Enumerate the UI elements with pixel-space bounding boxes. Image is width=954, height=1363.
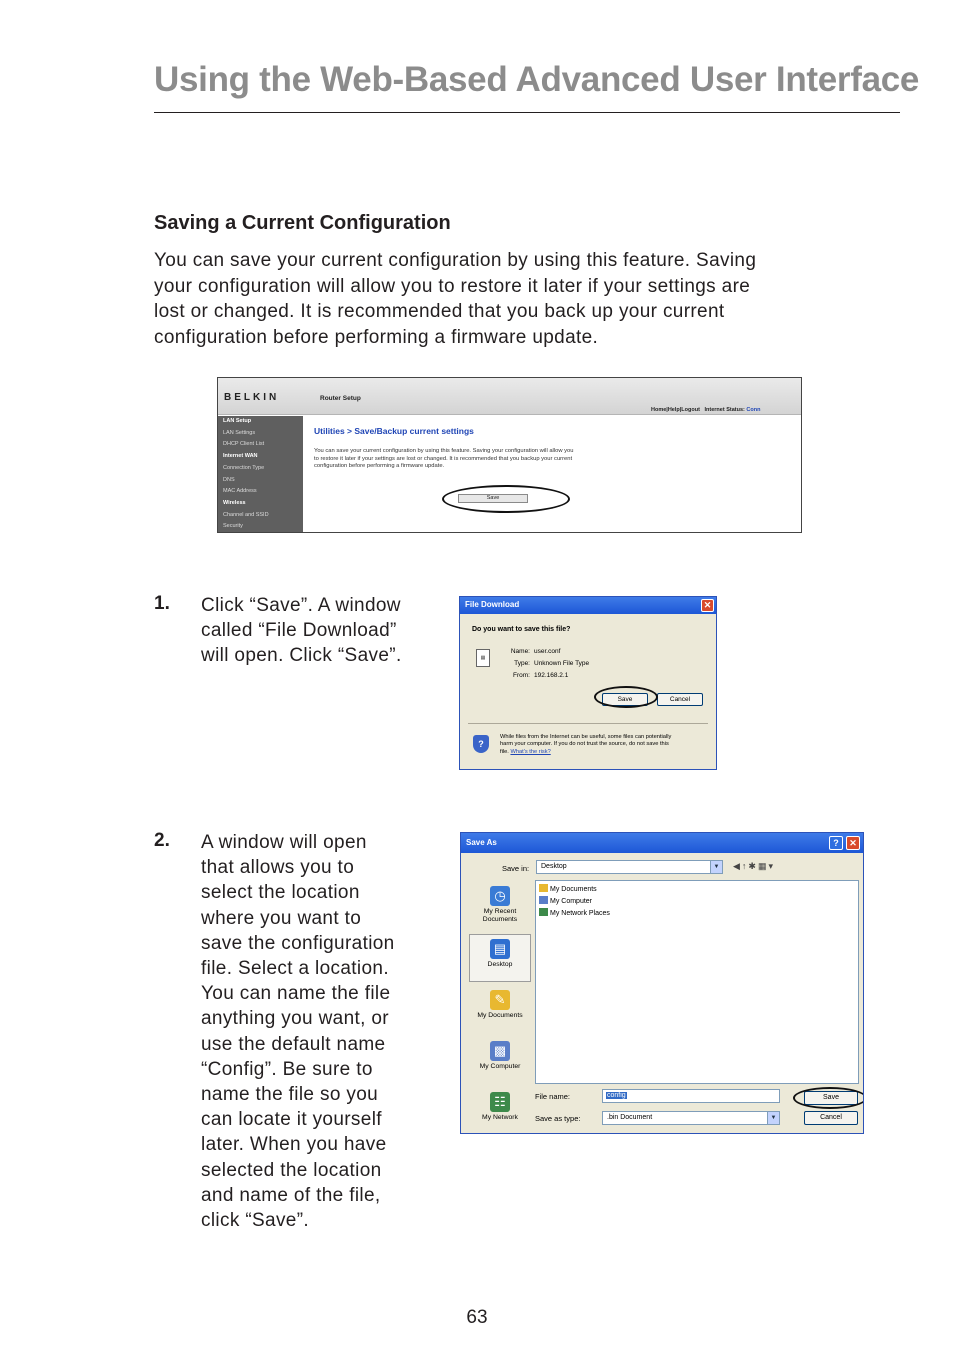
dialog-title: Save As xyxy=(466,838,497,847)
file-type-label: Type: xyxy=(514,660,530,667)
step-2-text xyxy=(201,830,395,1233)
step-line: file. Select a location. xyxy=(201,958,389,980)
places-bar xyxy=(469,880,531,1125)
sidebar-item-connection-type[interactable]: Connection Type xyxy=(223,464,265,471)
save-as-type-select[interactable] xyxy=(602,1111,780,1125)
router-nav-links xyxy=(651,407,760,413)
file-type-value: Unknown File Type xyxy=(534,660,590,667)
step-line: You can name the file xyxy=(201,983,391,1005)
sidebar-item-mac-address[interactable]: MAC Address xyxy=(223,488,257,495)
warning-line-last xyxy=(500,749,710,756)
list-item-label: My Documents xyxy=(550,886,597,893)
file-from-row xyxy=(508,672,568,679)
step-number: 2. xyxy=(154,830,170,851)
place-desktop[interactable] xyxy=(469,934,531,982)
network-icon: ☷ xyxy=(490,1092,510,1112)
desktop-icon: ▤ xyxy=(490,939,510,959)
router-screenshot xyxy=(217,377,802,533)
router-header-bar xyxy=(218,378,801,415)
sidebar-item-channel-ssid[interactable]: Channel and SSID xyxy=(223,511,269,518)
computer-icon xyxy=(539,896,548,904)
step-line: later. When you have xyxy=(201,1134,387,1156)
save-in-value: Desktop xyxy=(541,863,567,870)
chevron-down-icon[interactable]: ▼ xyxy=(710,861,722,873)
intro-line: your configuration will allow you to restore it later if your settings are xyxy=(154,275,751,297)
intro-line: You can save your current configuration by using this feature. Saving xyxy=(154,250,757,271)
list-item[interactable] xyxy=(539,896,592,905)
step-line: name the file so you xyxy=(201,1084,379,1106)
computer-icon: ▩ xyxy=(490,1041,510,1061)
step-line: click “Save”. xyxy=(201,1210,310,1232)
clock-icon: ◷ xyxy=(490,886,510,906)
intro-line: configuration before performing a firmware update. xyxy=(154,326,599,348)
warning-line: file. xyxy=(500,748,509,755)
file-from-value: 192.168.2.1 xyxy=(534,672,569,679)
sidebar-item-lan-settings[interactable]: LAN Settings xyxy=(223,429,256,436)
router-description-line: configuration before performing a firmware update. xyxy=(314,463,445,469)
file-download-dialog xyxy=(459,596,717,770)
save-as-type-value: .bin Document xyxy=(607,1114,653,1121)
place-label: Desktop xyxy=(487,961,513,968)
step-line: use the default name xyxy=(201,1033,386,1055)
page-number: 63 xyxy=(466,1307,488,1328)
dialog-title: File Download xyxy=(465,600,520,609)
router-save-button[interactable]: Save xyxy=(458,494,528,503)
chevron-down-icon[interactable]: ▼ xyxy=(767,1112,779,1124)
list-item[interactable] xyxy=(539,884,597,893)
folder-icon xyxy=(539,884,548,892)
place-my-network[interactable] xyxy=(469,1092,531,1122)
step-line: and name of the file, xyxy=(201,1184,381,1206)
place-my-recent-documents[interactable] xyxy=(469,886,531,924)
step-line: “Config”. Be sure to xyxy=(201,1058,373,1080)
dialog-divider xyxy=(468,723,708,724)
place-label: My Documents xyxy=(477,1012,523,1019)
step-line: that allows you to xyxy=(201,857,355,879)
cancel-button[interactable]: Cancel xyxy=(804,1111,858,1125)
warning-line: While files from the Internet can be useful, some files can potentially xyxy=(500,734,672,740)
dialog-titlebar xyxy=(460,597,716,614)
list-item-label: My Network Places xyxy=(550,910,610,917)
dialog-question: Do you want to save this file? xyxy=(472,626,571,633)
save-as-dialog xyxy=(460,832,864,1134)
close-icon[interactable]: ✕ xyxy=(846,836,860,850)
page-header xyxy=(154,58,920,102)
internet-status-value: Conn xyxy=(746,407,761,413)
file-from-label: From: xyxy=(513,672,530,679)
header-rule xyxy=(154,112,900,113)
file-name-label: File name: xyxy=(535,1092,571,1101)
step-1-text xyxy=(201,593,402,669)
security-warning xyxy=(500,734,710,756)
step-line: A window will open xyxy=(201,832,367,853)
file-list[interactable] xyxy=(535,880,859,1084)
highlight-circle xyxy=(442,485,570,513)
sidebar-item-dhcp-client-list[interactable]: DHCP Client List xyxy=(223,441,265,448)
file-name-row xyxy=(508,648,560,655)
section-title: Saving a Current Configuration xyxy=(154,212,451,234)
file-icon: ▦ xyxy=(476,649,490,667)
step-line: Click “Save”. A window xyxy=(201,595,401,616)
save-in-label: Save in: xyxy=(502,864,530,873)
router-breadcrumb: Utilities > Save/Backup current settings xyxy=(314,426,474,436)
whats-the-risk-link[interactable]: What's the risk? xyxy=(510,748,551,755)
sidebar-header-lan-setup[interactable]: LAN Setup xyxy=(223,418,252,424)
dialog-titlebar xyxy=(461,833,863,853)
file-name-input[interactable] xyxy=(602,1089,780,1103)
step-line: selected the location xyxy=(201,1159,382,1181)
router-sidebar xyxy=(218,416,303,533)
toolbar-icons[interactable]: ◀↑✱▦▾ xyxy=(733,861,775,871)
cancel-button[interactable]: Cancel xyxy=(657,693,703,706)
step-line: select the location xyxy=(201,882,360,904)
shield-icon: ? xyxy=(473,735,489,753)
place-label: My Recent Documents xyxy=(482,908,518,923)
internet-status-label: Internet Status: xyxy=(704,407,745,413)
sidebar-item-security[interactable]: Security xyxy=(223,523,243,530)
step-line: called “File Download” xyxy=(201,620,397,642)
place-label: My Network xyxy=(482,1114,518,1121)
belkin-logo: BELKIN xyxy=(224,392,280,403)
router-description-line: You can save your current configuration by using this feature. Saving your configuration will allow you xyxy=(314,448,574,454)
step-line: can locate it yourself xyxy=(201,1109,382,1131)
warning-line: harm your computer. If you do not trust the source, do not save this xyxy=(500,741,669,748)
intro-line: lost or changed. It is recommended that you back up your current xyxy=(154,301,725,322)
file-name-value: user.conf xyxy=(534,648,561,655)
page-title: Using the Web-Based Advanced User Interface xyxy=(154,60,920,99)
place-label: My Computer xyxy=(479,1063,521,1070)
save-button[interactable]: Save xyxy=(804,1091,858,1105)
save-button[interactable]: Save xyxy=(602,693,648,706)
network-icon xyxy=(539,908,548,916)
list-item[interactable] xyxy=(539,908,610,917)
step-line: will open. Click “Save”. xyxy=(201,645,402,667)
sidebar-header-internet-wan[interactable]: Internet WAN xyxy=(223,453,258,460)
sidebar-header-wireless[interactable]: Wireless xyxy=(223,499,246,506)
step-line: anything you want, or xyxy=(201,1008,389,1030)
list-item-label: My Computer xyxy=(550,898,593,905)
intro-paragraph xyxy=(154,248,854,350)
sidebar-item-dns[interactable]: DNS xyxy=(223,476,235,483)
save-as-type-label: Save as type: xyxy=(535,1114,581,1123)
router-description-line: to restore it later if your settings are lost or changed. It is recommended that you backup your current xyxy=(314,455,573,462)
file-name-label: Name: xyxy=(510,648,530,655)
router-description xyxy=(314,448,694,471)
place-my-documents[interactable] xyxy=(469,990,531,1020)
folder-icon: ✎ xyxy=(490,990,510,1010)
place-my-computer[interactable] xyxy=(469,1041,531,1071)
help-icon[interactable]: ? xyxy=(829,836,843,850)
highlight-circle xyxy=(793,1087,864,1109)
highlight-circle xyxy=(594,686,658,708)
step-number: 1. xyxy=(154,593,170,614)
file-name-value: config xyxy=(607,1092,626,1099)
save-in-select[interactable] xyxy=(536,860,723,874)
router-setup-title: Router Setup xyxy=(320,395,361,402)
file-type-row xyxy=(508,660,589,667)
step-line: save the configuration xyxy=(201,932,395,954)
router-links[interactable]: Home|Help|Logout xyxy=(651,407,700,413)
step-line: where you want to xyxy=(201,907,362,929)
close-icon[interactable]: ✕ xyxy=(701,599,714,612)
